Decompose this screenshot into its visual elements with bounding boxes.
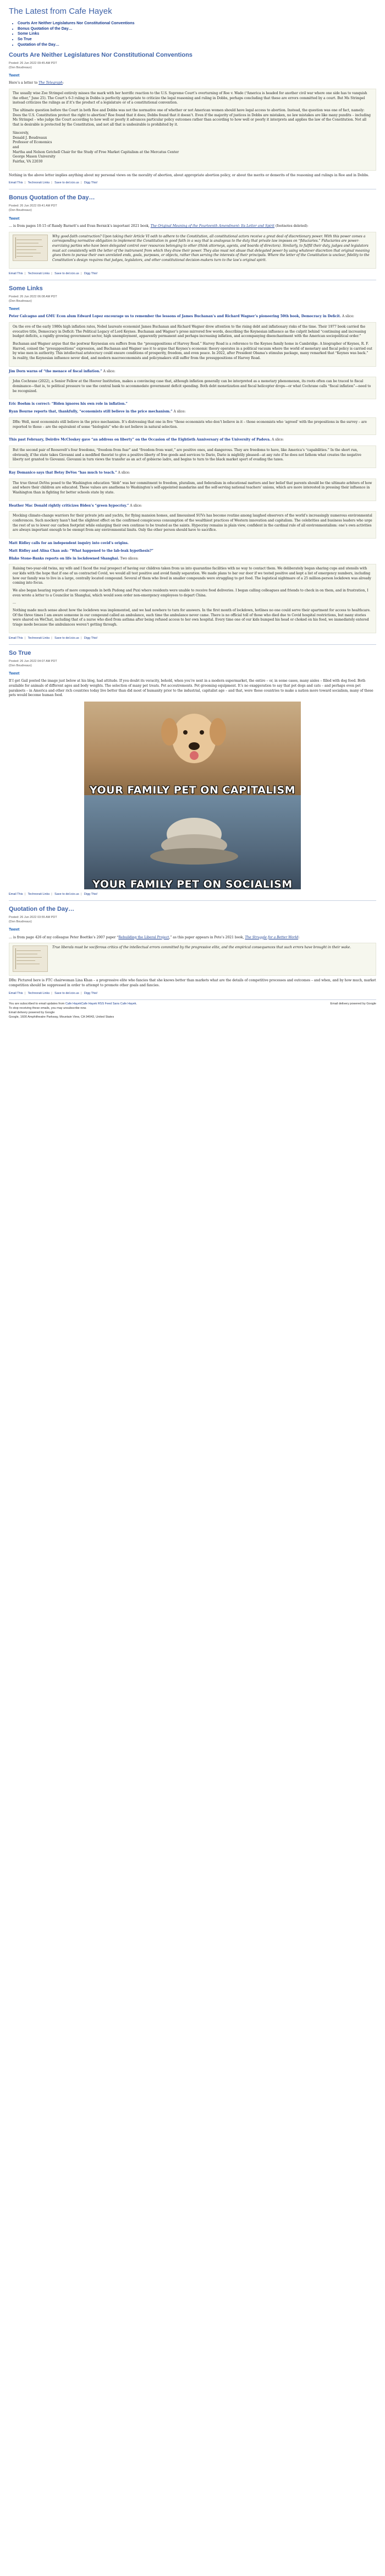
divider [9,644,376,645]
postal-address: Google, 1600 Amphitheatre Parkway, Mountain View, CA 94043, United States [9,1015,114,1019]
article-link[interactable]: Blake Stone-Banks reports on life in lockdowned Shanghai. [9,556,119,561]
post-title[interactable]: Courts Are Neither Legislatures Nor Constitutional Conventions [9,51,193,58]
meme-caption-bottom: YOUR FAMILY PET ON SOCIALISM [92,878,293,890]
technorati-link[interactable]: Technorati Links [28,636,50,640]
link-paragraph [9,541,376,546]
letter-quote [9,89,376,171]
digg-link[interactable]: Digg This! [84,271,98,275]
post-some-links [9,285,376,645]
link-quote [9,445,376,468]
link-quote [9,479,376,501]
post-date: Posted: 26 Jun 2022 06:08 AM PDT [9,295,57,298]
post-date: Posted: 26 Jun 2022 03:55 AM PDT [9,915,57,919]
post-intro: Here’s a letter to The Telegraph: [9,81,64,85]
digg-link[interactable]: Digg This! [84,636,98,640]
digg-link[interactable]: Digg This! [84,991,98,995]
sig-line: Professor of Economics [13,140,52,145]
post-courts [9,51,376,190]
link-paragraph: Ray Domanico says that Betsy DeVos “has much to teach.” A slice: [9,470,130,475]
link-paragraph: Heather Mac Donald rightly criticizes Biden’s “green hypocrisy.” A slice: [9,503,142,508]
link-quote [9,511,376,539]
technorati-link[interactable]: Technorati Links [28,991,50,995]
toc-item[interactable] [18,37,376,42]
unsubscribe-text[interactable]: To stop receiving these emails, you may unsubscribe now. [9,1006,87,1010]
tweet-button[interactable]: Tweet [9,307,20,312]
feed-link[interactable]: Cafe HayekCafe Hayek RSS Feed Sans Cafe Hayek [65,1002,136,1006]
share-bar: Email This | Technorati Links | Save to del.icio.us | Digg This! [9,991,98,995]
post-date: Posted: 26 Jun 2022 04:07 AM PDT [9,659,57,663]
toc-item[interactable] [18,21,376,26]
article-link[interactable]: Matt Ridley calls for an independent inquiry into covid’s origins. [9,541,129,546]
link-quote [9,377,376,399]
toc-item[interactable] [18,31,376,37]
quote-text: True liberals must be vociferous critics of the intellectual errors committed by the progressive elite, and the empirical consequences that such errors have brought in their wake. [52,945,351,950]
tweet-button[interactable]: Tweet [9,74,20,78]
article-link[interactable]: Ryan Bourne reports that, thankfully, “economists still believe in the price mechanism.” [9,410,173,414]
toc-link[interactable]: Some Links [18,32,40,36]
book-cover-image [13,945,48,972]
meme-caption-top: YOUR FAMILY PET ON CAPITALISM [89,784,296,796]
email-link[interactable]: Email This [9,271,23,275]
post-so-true [9,649,376,901]
delicious-link[interactable]: Save to del.icio.us [54,636,79,640]
link-paragraph: Peter Calcagno and GMU Econ alum Edward Lopez encourage us to remember the lessons of James Buchanan’s and Richard Wagner’s pioneering 50th book, Democracy in Deficit. A slice: [9,314,354,319]
post-author: (Don Boudreaux) [9,299,32,303]
email-link[interactable]: Email This [9,636,23,640]
post-title[interactable]: So True [9,649,31,656]
sig-line: and [13,145,19,149]
post-intro: … is from pages 10-15 of Randy Barnett’s and Evan Bernick’s important 2021 book, The Original Meaning of the Fourteenth Amendment: Its Letter and Spirit (footnotes deleted): [9,224,309,228]
toc-link[interactable]: Quotation of the Day… [18,42,59,47]
tweet-button[interactable]: Tweet [9,928,20,932]
email-footer [9,999,376,1020]
article-link[interactable]: Heather Mac Donald rightly criticizes Biden’s “green hypocrisy.” [9,503,129,508]
letter-paragraph: The usually wise Zoe Strimpel entirely misses the mark with her horrific reaction to the U.S. Supreme Court’s overturning of Roe v. Wade (“America is headed for another civil war where one side has to vanquish the other,” June 25). The Court’s 6-3 ruling in Dobbs is perfectly appropriate to criticize the legal reasoning and ruling in Dobbs, perhaps concluding that these are errors committed by a court. But Ms Strimpel instead criticizes the rulings as if it’s the product of a legislature or of a constitutional convention. [13,91,367,105]
post-author: (Don Boudreaux) [9,209,32,213]
article-link[interactable]: Peter Calcagno and GMU Econ alum Edward Lopez encourage us to remember the lessons of James Buchanan’s and Richard Wagner’s pioneering 50th book, Democracy in Deficit. [9,314,341,319]
paper-link[interactable]: Rebuilding the Liberal Project [118,935,169,939]
article-link[interactable]: This past February, Deirdre McCloskey gave “an address on liberty” on the Occasion of the Eightieth Anniversary of the University of Padova. [9,438,271,442]
link-paragraph: Jim Dorn warns of “the menace of fiscal inflation.” A slice: [9,369,116,373]
post-quotation-of-the-day [9,905,376,996]
post-body: If I get Gail posted the image just below at his blog, had attitude. If you doubt its veracity, behold, when you’re next in a modern supermarket, the entire – or, in some cases, many aisles – filled with dog food. Both available for animals of different ages and body weights. The selection of many pet treats. Pet accoutrements. Pet grooming equipment. It’s no exaggeration to say that pet dogs and cats – and perhaps even pet parakeets – in America and other rich countries today live better than did most of humanity prior to the industrial, capitalist age – and that, were these countries to make a nation more toward socialism, many of these pets would become human food. [9,679,373,698]
book-cover-image [13,235,48,261]
post-intro: … is from page 426 of my colleague Peter Boettke’s 2007 paper “Rebuilding the Liberal Project,” as this paper appears in Pete’s 2021 book, The Struggle for a Better World: [9,935,300,939]
share-bar: Email This | Technorati Links | Save to del.icio.us | Digg This! [9,636,98,640]
article-link[interactable]: Ray Domanico says that Betsy DeVos “has much to teach.” [9,470,117,475]
post-title[interactable]: Some Links [9,285,43,292]
quote-paragraph: Raising two-year-old twins, my wife and I faced the real prospect of having our children taken from us into quarantine facilities with no way to contact them. We deliberately began sharing cups and utensils with our kids with the hope that if one of us contracted Covid, we would all test positive and avoid family separation. We made plans to bar our door if we tested positive and kept a list of emergency numbers, including how our family was to live in a large, centrally located compound. Several of them who lived in smaller compounds were struggling to get food. The logistical nightmare of a 25 million-person lockdown was already coming into focus. [13,567,371,585]
meme-bottom-panel [84,796,301,889]
technorati-link[interactable]: Technorati Links [28,893,50,896]
delicious-link[interactable]: Save to del.icio.us [54,271,79,275]
quote-text: Why good-faith construction? Upon taking their Article VI oath to adhere to the Constitution, all constitutional actors receive a great deal of discretionary power. With this power comes a corresponding normative obligation to implement the Constitution in good faith in a way that is analogous to the duty that private law imposes on “fiduciaries.” Fiduciaries are power-exercising parties who have been delegated control over resources belonging to other (think attorneys, agents, and boards of directors). Similarly, to fulfill their duty, judges and legislators must act consistently with the letter of the instrument from which they draw their power. They also must not abuse that delegated power by using whatever discretion that original meaning gives them to pursue their own unrelated ends, goals, purposes, or objects, rather than serving the interests of their principals. Where the letter of the Constitution is unclear, fidelity to the Constitution’s design requires that judges, legislators, and other constitutional decision-makers turn to the law’s original spirit. [52,234,370,262]
delicious-link[interactable]: Save to del.icio.us [54,991,79,995]
post-date: Posted: 26 Jun 2022 09:45 AM PDT [9,61,57,65]
post-date: Posted: 26 Jun 2022 09:41 AM PDT [9,204,57,208]
telegraph-link[interactable]: The Telegraph [38,81,63,85]
toc-item[interactable] [18,26,376,32]
powered-by-text: Email delivery powered by Google [9,1010,55,1014]
share-bar: Email This | Technorati Links | Save to del.icio.us | Digg This! [9,271,98,275]
delicious-link[interactable]: Save to del.icio.us [54,893,79,896]
post-author: (Don Boudreaux) [9,920,32,924]
technorati-link[interactable]: Technorati Links [28,271,50,275]
post-author: (Don Boudreaux) [9,664,32,667]
footer-right: Email delivery powered by Google [330,1002,376,1006]
link-paragraph: Ryan Bourne reports that, thankfully, “economists still believe in the price mechanism.” A slice: [9,410,186,414]
sig-line: George Mason University [13,155,56,159]
letter-paragraph: The ultimate question before the Court in both Roe and Dobbs was not the normative one of whether or not American women should have legal access to abortion. Instead, the question was one of fact, namely: Does the U.S. Constitution protect the right to abortion? Roe found that it does; Dobbs found that it doesn’t. Even if the majority of justices in Dobbs are mistaken, no law mistakes are like many pundits – including Ms Strimpel – who judge the Court according to how well or poorly it advances particular policy outcomes rather than according to how well or poorly it interprets and applies the law of the Constitution. Not all that is desirable is protected by the Constitution, and not all that is undesirable is prohibited by it. [13,108,371,127]
quote-paragraph: Nothing made much sense about how the lockdown was implemented, and we had nowhere to turn for answers. In the first month of lockdown, hotlines no one could serve their apartment for access to healthcare. Of the three times I am aware someone in our compound called an ambulance, each time the ambulance never came. There is no official toll of those who died due to Covid hospital restrictions, but many stories were shared on WeChat, including that of a nurse who died from asthma after being refused access to her own hospital. Every time one of our kids bumped his head or choked on his food, we immediately entered triage mode because the ambulances weren’t getting through. [13,608,371,627]
quote-paragraph: John Cochrane (2022), a Senior Fellow at the Hoover Institution, makes a convincing case that, although inflation generally can be interpreted as a monetary phenomenon, its roots often can be traced to fiscal dominance—that is, to political pressure to use the central bank to accommodate government deficit spending. Both debt monetization and fiscal helicopter drops—or what Cochrane calls “fiscal inflation”—need to be recognized. [13,379,371,393]
dbx-note: DBx: Pictured here is FTC chairwoman Lina Khan – a progressive elite who fancies that she knows better than markets what are the details of competitive processes and outcomes – and when, and by how much, market competition should be suppressed in order to attempt to promote other goals and fancies. [9,979,376,987]
post-closing: Nothing in the above letter implies anything about my personal views on the morality of abortion, about appropriate abortion policy, or about the merits or demerits of the reasoning and rulings in Roe and in Dobbs. [9,173,370,177]
technorati-link[interactable]: Technorati Links [28,181,50,185]
toc-link[interactable]: Courts Are Neither Legislatures Nor Constitutional Conventions [18,21,135,25]
link-paragraph [9,402,376,407]
quote-paragraph: Buchanan and Wagner argue that the postwar Keynesian era suffers from the “presuppositions of Harvey Road.” Harvey Road is a reference to the Keynes family home in Cambridge. A biographer of Keynes, R. F. Harrod, coined the “presuppositions” expression, and Buchanan and Wagner use it to argue that Keynes’s economic theory operates in a political vacuum where the world of monetary and fiscal policy is carried out by wise men in authority. This intellectual aristocracy could ensure conditions of prosperity, freedom, and even peace. In 2022, after President Obama’s stimulus package, many remarked that “Keynes was back.” In reality, the Keynesian influence never died, and modern macroeconomists and policymakers still suffer from the presuppositions of Harvey Road. [13,341,372,361]
email-link[interactable]: Email This [9,893,23,896]
divider [9,900,376,901]
quote-paragraph: Mocking climate-change warriors for their private jets and yachts, for flying mansion homes, and limousined SUVs has become routine among laughed observers of the world’s increasingly numerous environmental conferences. Such mockery hasn’t had the slightest effect on the confirmed conspicuous consumption of the wealthiest practices of Western innovation and capitalism. The celebrities and business leaders who urge the rest of us to lower our carbon footprint while enlarging their own continue to be treated as the saints. Hypocrisy remains in plain view, confident in the cardinal rule of all environmentalism: one’s own activities are always important enough to be exempt from any environmental limits. Only the other person should have to sacrifice. [13,514,372,532]
footer-left: You are subscribed to email updates from Cafe HayekCafe Hayek RSS Feed Sans Cafe Hayek. To stop receiving these emails, you may unsubscribe now. Email delivery powered by Google Google, 1600 Amphitheatre Parkway, Mountain View, CA 94043, United States [9,1002,138,1019]
tweet-button[interactable]: Tweet [9,216,20,221]
blog-title: The Latest from Cafe Hayek [9,7,112,16]
digg-link[interactable]: Digg This! [84,181,98,185]
book-link[interactable]: The Struggle for a Better World [245,935,299,939]
pet-meme-image [84,702,301,889]
book-quote [9,232,376,269]
post-title[interactable]: Bonus Quotation of the Day… [9,194,95,202]
link-paragraph: Blake Stone-Banks reports on life in lockdowned Shanghai. Two slices: [9,556,139,561]
delicious-link[interactable]: Save to del.icio.us [54,181,79,185]
table-of-contents [9,21,376,48]
quote-paragraph: … [13,601,16,605]
toc-link[interactable]: Bonus Quotation of the Day… [18,26,73,31]
article-link[interactable]: Jim Dorn warns of “the menace of fiscal inflation.” [9,369,102,373]
post-bonus-quotation [9,194,376,280]
article-link[interactable]: Eric Boehm is correct: “Biden ignores his own role in inflation.” [9,402,128,406]
link-quote [9,322,376,367]
book-quote [9,943,376,976]
share-bar: Email This | Technorati Links | Save to del.icio.us | Digg This! [9,893,98,896]
sig-line: Martha and Nelson Getchell Chair for the Study of Free Market Capitalism at the Mercatus Center [13,150,179,154]
page [0,0,385,1023]
post-title[interactable]: Quotation of the Day… [9,906,75,913]
quote-paragraph: The true threat DeVos posed to the Washington education “blob” was her commitment to freedom, pluralism, and federalism in educational matters and her belief that parents should be the ultimate arbiters of how and where their children are educated. These values are anathema to Washington’s self-appointed mandarins and the self-serving national teachers’ unions, which are more interested in pressing their influence in Washington than in fighting for better schools state by state. [13,481,372,495]
link-paragraph [9,549,376,554]
book-link[interactable]: The Original Meaning of the Fourteenth Amendment: Its Letter and Spirit [150,224,275,228]
share-bar: Email This | Technorati Links | Save to del.icio.us | Digg This! [9,181,98,185]
quote-paragraph: We also began hearing reports of more compounds in both Pudong and Puxi where residents were unable to receive food deliveries. I began calling colleagues and friends to check in on them, and in frustration, I even wrote a letter to a Councilor in Shanghai, which would soon order non-emergency employees to depart China. [13,588,369,597]
quote-paragraph: But the second pair of Roosevelt’s four freedoms, “freedom from fear” and “freedom from want,” are positive ones, and dangerous. They are freedoms to have, like America’s “capabilities.” In the short run, obviously, if the state takes Giovanni and a modified theorist to give a positive liberty of free goods and services to Dario, Dario is mightily pleased—at any rate if he does not fathom what creates the negative liberty not granted to Giovanni. Giovanni in turn views the transfer as an act of gobierno ladro, and begins to turn to the black market sport of evading the taxes. [13,448,361,462]
article-link[interactable]: Matt Ridley and Alina Chan ask: “What happened to the lab-leak hypothesis?” [9,548,153,553]
link-quote [9,417,376,435]
sig-line: Sincerely, [13,131,29,135]
tweet-button[interactable]: Tweet [9,672,20,676]
quote-paragraph: DBx: Well, most economists still believe in the price mechanism. It’s distressing that one in five “those economists who don’t believe in it – those economists who ‘agreed’ with the propositions in the survey – are reported to those – are the equivalent of some “biologists” who do not believe in natural selection. [13,420,367,429]
sig-line: Fairfax, VA 22030 [13,159,43,164]
link-paragraph: This past February, Deirdre McCloskey gave “an address on liberty” on the Occasion of the Eightieth Anniversary of the University of Padova. A slice: [9,438,284,442]
email-link[interactable]: Email This [9,991,23,995]
digg-link[interactable]: Digg This! [84,893,98,896]
link-quote [9,564,376,633]
toc-link[interactable]: So True [18,37,32,42]
post-author: (Don Boudreaux) [9,66,32,69]
quote-paragraph: On the eve of the early 1980s high inflation rates, Nobel laureate economist James Buchanan and Richard Wagner drew attention to the rising debt and inflationary risks of the time. Their 1977 book carried the evocative title, Democracy in Deficit: The Political Legacy of Lord Keynes. Buchanan and Wagner’s prose mirrored few words, describing the Keynesian influence as the culprit behind “continuing and increasing budget deficits, a rapidly growing government sector, high unemployment, apparently permanent and perhaps increasing inflation, and accompanying disenchantment with the American sociopolitical order.” [13,324,366,339]
meme-top-panel [84,702,301,795]
sig-line: Donald J. Boudreaux [13,135,47,140]
toc-item[interactable] [18,42,376,48]
email-link[interactable]: Email This [9,181,23,185]
signature-block [13,131,372,165]
